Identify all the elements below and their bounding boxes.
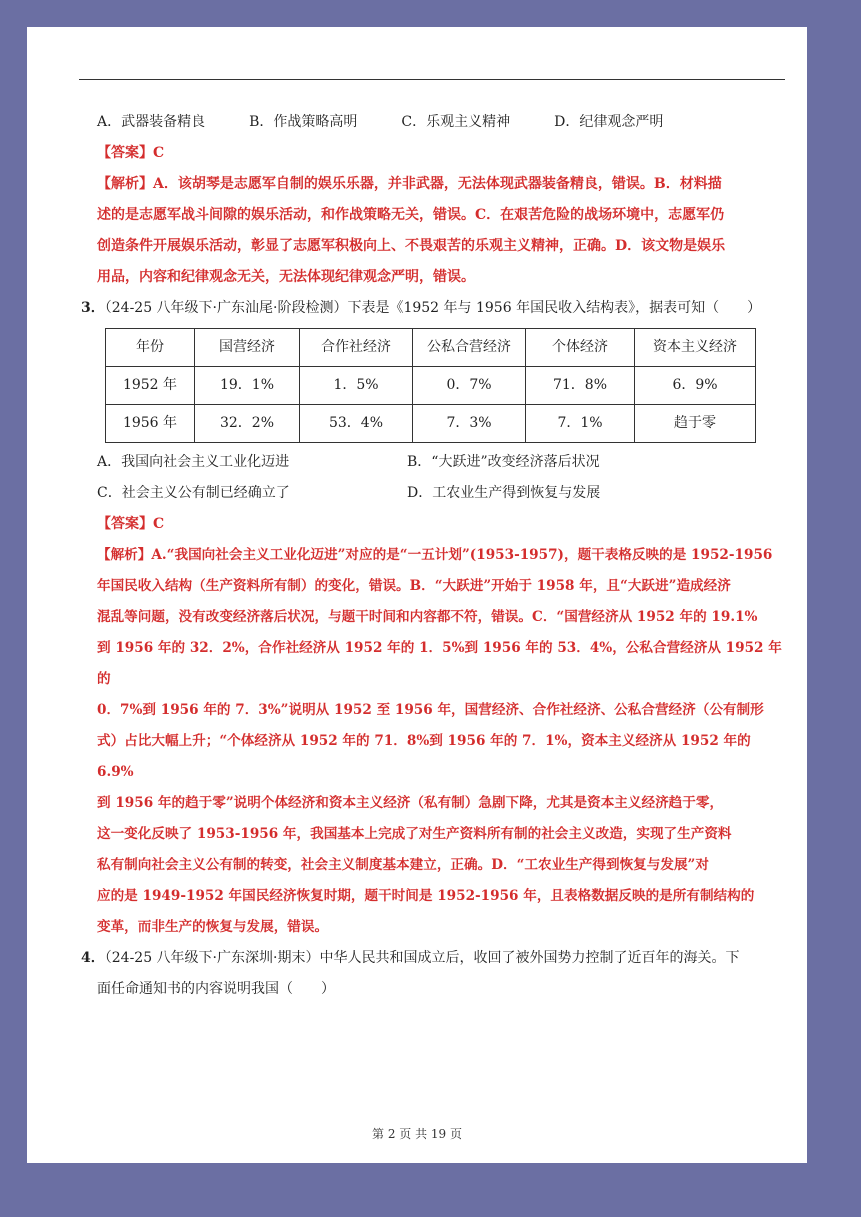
q3-analysis-line: 私有制向社会主义公有制的转变，社会主义制度基本建立，正确。D．“工农业生产得到恢复与发展”对 [97,857,709,873]
table-cell: 6．9% [635,367,756,405]
q2-analysis-line: 述的是志愿军战斗间隙的娱乐活动，和作战策略无关，错误。C．在艰苦危险的战场环境中，志愿军仍 [97,207,725,223]
q2-option-d: D．纪律观念严明 [554,114,664,130]
table-header-cell: 个体经济 [526,329,635,367]
table-header-cell: 国营经济 [195,329,300,367]
q3-analysis-line: 这一变化反映了 1953-1956 年，我国基本上完成了对生产资料所有制的社会主义改造，实现了生产资料 [97,826,732,842]
q3-options-row-2 [97,478,787,509]
table-row [106,367,756,405]
q3-option-d: D．工农业生产得到恢复与发展 [407,485,601,501]
table-header-cell: 资本主义经济 [635,329,756,367]
q3-answer: 【答案】C [97,516,165,532]
q2-option-c: C．乐观主义精神 [401,114,511,130]
page-content [81,107,787,1005]
q2-options [97,107,787,138]
q2-analysis-line: 用品，内容和纪律观念无关，无法体现纪律观念严明，错误。 [97,269,475,285]
table-cell: 19．1% [195,367,300,405]
table-header-cell: 年份 [106,329,195,367]
q3-stem-text: （24-25 八年级下·广东汕尾·阶段检测）下表是《1952 年与 1956 年国民收入结构表》，据表可知（ ） [104,300,762,316]
q3-analysis-line: 年国民收入结构（生产资料所有制）的变化，错误。B．“大跃进”开始于 1958 年，且“大跃进”造成经济 [97,578,731,594]
q3-option-b: B．“大跃进”改变经济落后状况 [407,454,600,470]
q3-analysis-line: 【解析】A.“我国向社会主义工业化迈进”对应的是“一五计划”(1953-1957)，题干表格反映的是 1952-1956 [97,547,773,563]
q2-option-a: A．武器装备精良 [97,114,206,130]
q3-income-table [105,328,756,443]
table-cell: 1．5% [300,367,413,405]
q3-analysis [97,540,787,943]
table-cell: 0．7% [413,367,526,405]
page-footer: 第 2 页 共 19 页 [372,1127,462,1141]
q4-stem [81,943,787,974]
q4-number: 4． [81,950,105,966]
header-rule [79,79,785,80]
table-cell: 趋于零 [635,405,756,443]
table-cell: 7．1% [526,405,635,443]
q2-answer: 【答案】C [97,145,165,161]
table-header-row [106,329,756,367]
table-header-cell: 公私合营经济 [413,329,526,367]
table-cell: 32．2% [195,405,300,443]
q2-analysis-line: 【解析】A．该胡琴是志愿军自制的娱乐乐器，并非武器，无法体现武器装备精良，错误。B．材料描 [97,176,722,192]
q4-stem-text: （24-25 八年级下·广东深圳·期末）中华人民共和国成立后，收回了被外国势力控制了近百年的海关。下 [104,950,740,966]
q3-option-c: C．社会主义公有制已经确立了 [97,485,290,501]
table-header-cell: 合作社经济 [300,329,413,367]
table-cell: 7．3% [413,405,526,443]
q3-analysis-line: 式）占比大幅上升；“个体经济从 1952 年的 71．8%到 1956 年的 7．1%，资本主义经济从 1952 年的 6.9% [97,733,751,780]
q3-analysis-line: 到 1956 年的趋于零”说明个体经济和资本主义经济（私有制）急剧下降，尤其是资本主义经济趋于零， [97,795,724,811]
q3-analysis-line: 应的是 1949-1952 年国民经济恢复时期，题干时间是 1952-1956 年，且表格数据反映的是所有制结构的 [97,888,755,904]
q3-stem [81,293,787,324]
document-page [27,27,807,1163]
table-cell: 53．4% [300,405,413,443]
table-cell: 71．8% [526,367,635,405]
q4-stem-continued: 面任命通知书的内容说明我国（ ） [97,981,335,997]
table-cell: 1956 年 [106,405,195,443]
q3-option-a: A．我国向社会主义工业化迈进 [97,454,290,470]
q2-analysis-line: 创造条件开展娱乐活动，彰显了志愿军积极向上、不畏艰苦的乐观主义精神，正确。D．该文物是娱乐 [97,238,726,254]
q3-analysis-line: 混乱等问题，没有改变经济落后状况，与题干时间和内容都不符，错误。C．“国营经济从 1952 年的 19.1% [97,609,758,625]
q3-number: 3． [81,300,105,316]
table-row [106,405,756,443]
q3-analysis-line: 到 1956 年的 32．2%，合作社经济从 1952 年的 1．5%到 1956 年的 53．4%，公私合营经济从 1952 年的 [97,640,782,687]
q2-analysis [97,169,787,293]
table-cell: 1952 年 [106,367,195,405]
q3-analysis-line: 变革，而非生产的恢复与发展，错误。 [97,919,329,935]
q3-analysis-line: 0．7%到 1956 年的 7．3%”说明从 1952 至 1956 年，国营经济、合作社经济、公私合营经济（公有制形 [97,702,764,718]
q3-options-row-1 [97,447,787,478]
q2-option-b: B．作战策略高明 [249,114,358,130]
